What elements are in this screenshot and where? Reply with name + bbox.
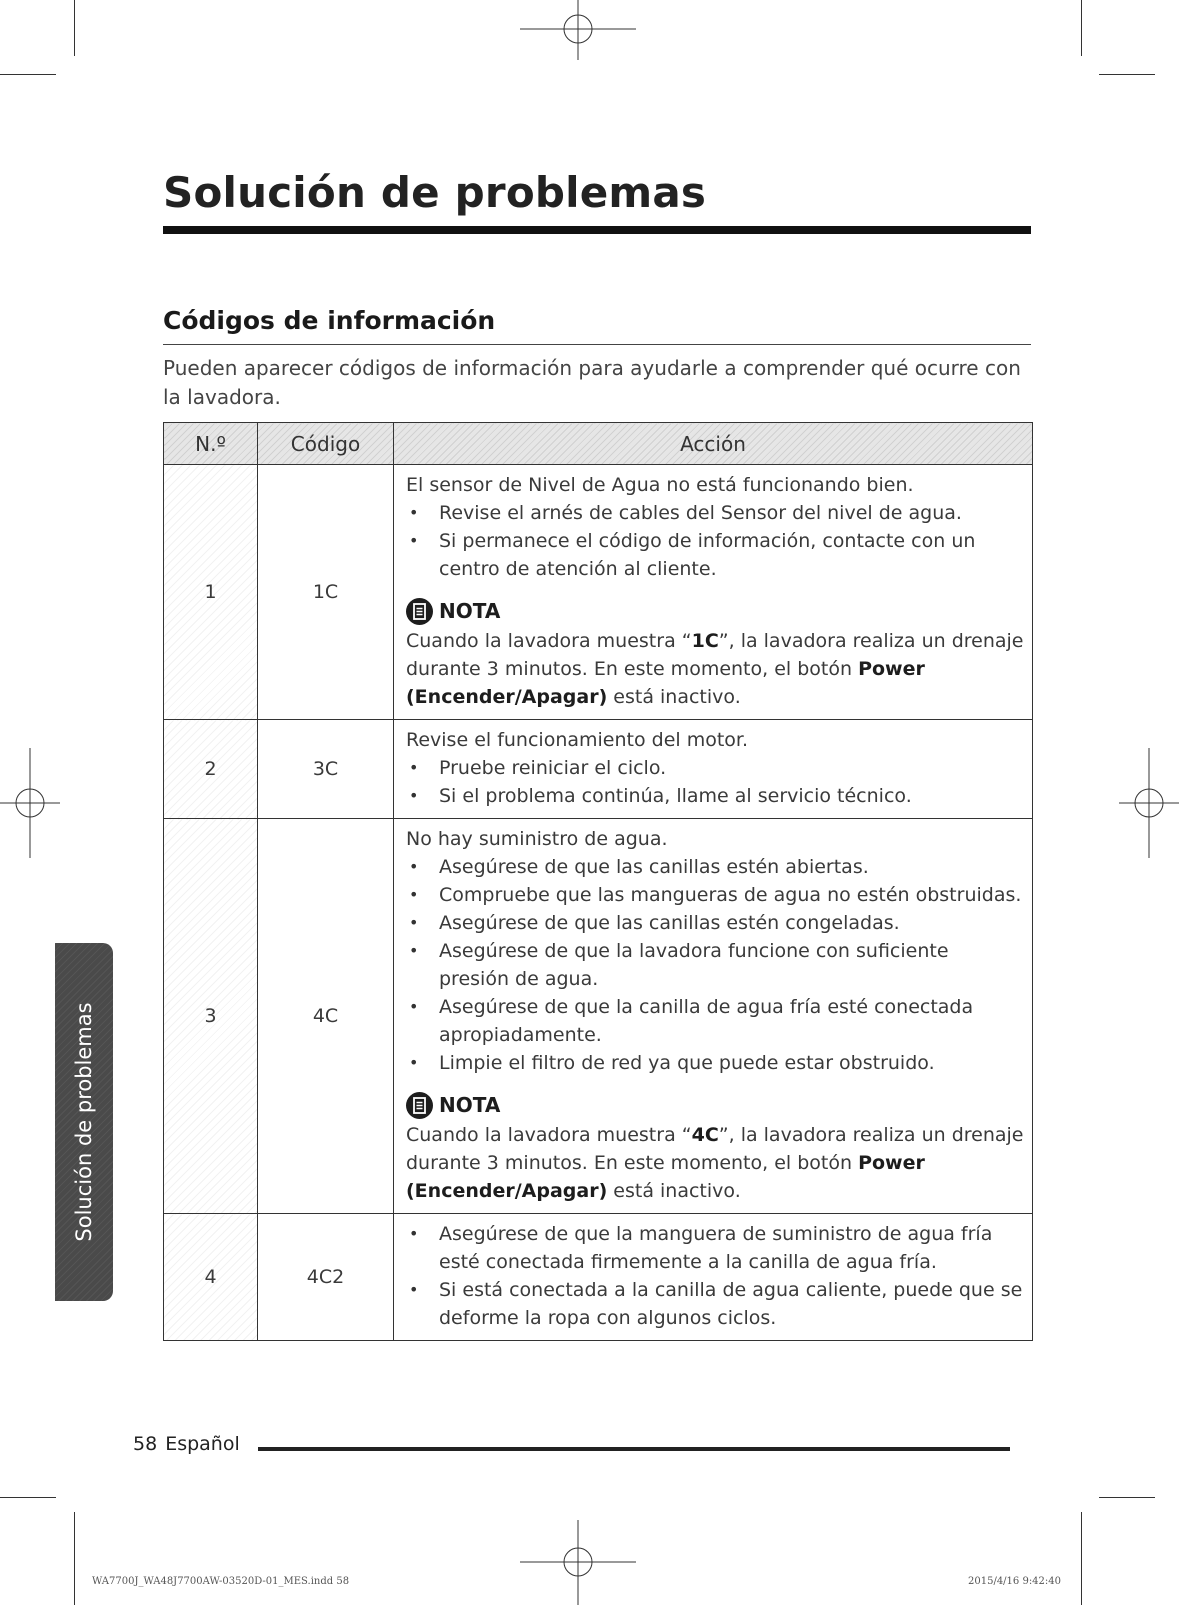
registration-mark-icon: [0, 748, 60, 858]
crop-mark: [1099, 1497, 1155, 1498]
list-item: • Compruebe que las mangueras de agua no estén obstruidas.: [406, 881, 1024, 909]
crop-mark: [74, 1512, 75, 1605]
crop-mark: [1081, 1512, 1082, 1605]
action-intro: El sensor de Nivel de Agua no está funcionando bien.: [406, 474, 914, 496]
note-text: Cuando la lavadora muestra “4C”, la lavadora realiza un drenaje durante 3 minutos. En este momento, el botón Power (Encender/Apagar) está inactivo.: [406, 1124, 1024, 1202]
note-header: [406, 597, 1024, 625]
row-action: [394, 819, 1033, 1214]
row-code: 4C2: [258, 1214, 394, 1341]
footer-language: Español: [165, 1433, 240, 1455]
action-intro: No hay suministro de agua.: [406, 828, 668, 850]
row-number: 4: [164, 1214, 258, 1341]
crop-mark: [0, 74, 56, 75]
info-codes-table: [163, 422, 1033, 1341]
row-action: [394, 720, 1033, 819]
title-rule: [163, 226, 1031, 234]
list-item: • Si el problema continúa, llame al servicio técnico.: [406, 782, 1024, 810]
print-file-info: WA7700J_WA48J7700AW-03520D-01_MES.indd 58: [92, 1576, 350, 1587]
header-num: N.º: [164, 423, 258, 465]
list-item: • Asegúrese de que la canilla de agua fría esté conectada apropiadamente.: [406, 993, 1024, 1049]
table-row: [164, 465, 1033, 720]
header-code: Código: [258, 423, 394, 465]
table-header-row: [164, 423, 1033, 465]
list-item: • Si está conectada a la canilla de agua caliente, puede que se deforme la ropa con algunos ciclos.: [406, 1276, 1024, 1332]
row-code: 4C: [258, 819, 394, 1214]
header-action: Acción: [394, 423, 1033, 465]
intro-text: Pueden aparecer códigos de información para ayudarle a comprender qué ocurre con la lavadora.: [163, 356, 1021, 409]
note-header: [406, 1091, 1024, 1119]
side-tab: [55, 943, 113, 1301]
row-number: 3: [164, 819, 258, 1214]
crop-mark: [1081, 0, 1082, 56]
note-button-name: Power (Encender/Apagar): [406, 658, 925, 708]
row-code: 3C: [258, 720, 394, 819]
list-item: • Revise el arnés de cables del Sensor del nivel de agua.: [406, 499, 1024, 527]
note-code: 4C: [691, 1124, 719, 1146]
table-row: [164, 819, 1033, 1214]
action-list: [406, 499, 1024, 583]
print-date-info: 2015/4/16 9:42:40: [968, 1576, 1062, 1587]
page-title: Solución de problemas: [163, 168, 707, 217]
row-number: 1: [164, 465, 258, 720]
note-icon: [406, 1092, 433, 1119]
list-item: • Asegúrese de que la manguera de suministro de agua fría esté conectada firmemente a la canilla de agua fría.: [406, 1220, 1024, 1276]
note-text: Cuando la lavadora muestra “1C”, la lavadora realiza un drenaje durante 3 minutos. En este momento, el botón Power (Encender/Apagar) está inactivo.: [406, 630, 1024, 708]
crop-mark: [1099, 74, 1155, 75]
side-tab-label: Solución de problemas: [72, 1002, 96, 1242]
note-label: NOTA: [439, 1093, 501, 1117]
action-list: [406, 754, 1024, 810]
action-list: [406, 1220, 1024, 1332]
registration-mark-icon: [520, 1520, 636, 1605]
section-rule: [163, 344, 1031, 345]
list-item: • Asegúrese de que las canillas estén congeladas.: [406, 909, 1024, 937]
section-title: Códigos de información: [163, 306, 496, 335]
list-item: • Si permanece el código de información, contacte con un centro de atención al cliente.: [406, 527, 1024, 583]
footer: [133, 1433, 240, 1455]
registration-mark-icon: [520, 0, 636, 60]
list-item: • Asegúrese de que las canillas estén abiertas.: [406, 853, 1024, 881]
table-row: [164, 1214, 1033, 1341]
row-code: 1C: [258, 465, 394, 720]
row-number: 2: [164, 720, 258, 819]
list-item: • Asegúrese de que la lavadora funcione con suficiente presión de agua.: [406, 937, 1024, 993]
row-action: [394, 465, 1033, 720]
registration-mark-icon: [1119, 748, 1179, 858]
footer-rule: [258, 1447, 1010, 1451]
action-list: [406, 853, 1024, 1077]
crop-mark: [74, 0, 75, 56]
row-action: [394, 1214, 1033, 1341]
note-icon: [406, 598, 433, 625]
action-intro: Revise el funcionamiento del motor.: [406, 729, 749, 751]
crop-mark: [0, 1497, 56, 1498]
list-item: • Limpie el filtro de red ya que puede estar obstruido.: [406, 1049, 1024, 1077]
list-item: • Pruebe reiniciar el ciclo.: [406, 754, 1024, 782]
note-label: NOTA: [439, 599, 501, 623]
table-row: [164, 720, 1033, 819]
note-code: 1C: [691, 630, 719, 652]
page-number: 58: [133, 1433, 158, 1455]
note-button-name: Power (Encender/Apagar): [406, 1152, 925, 1202]
